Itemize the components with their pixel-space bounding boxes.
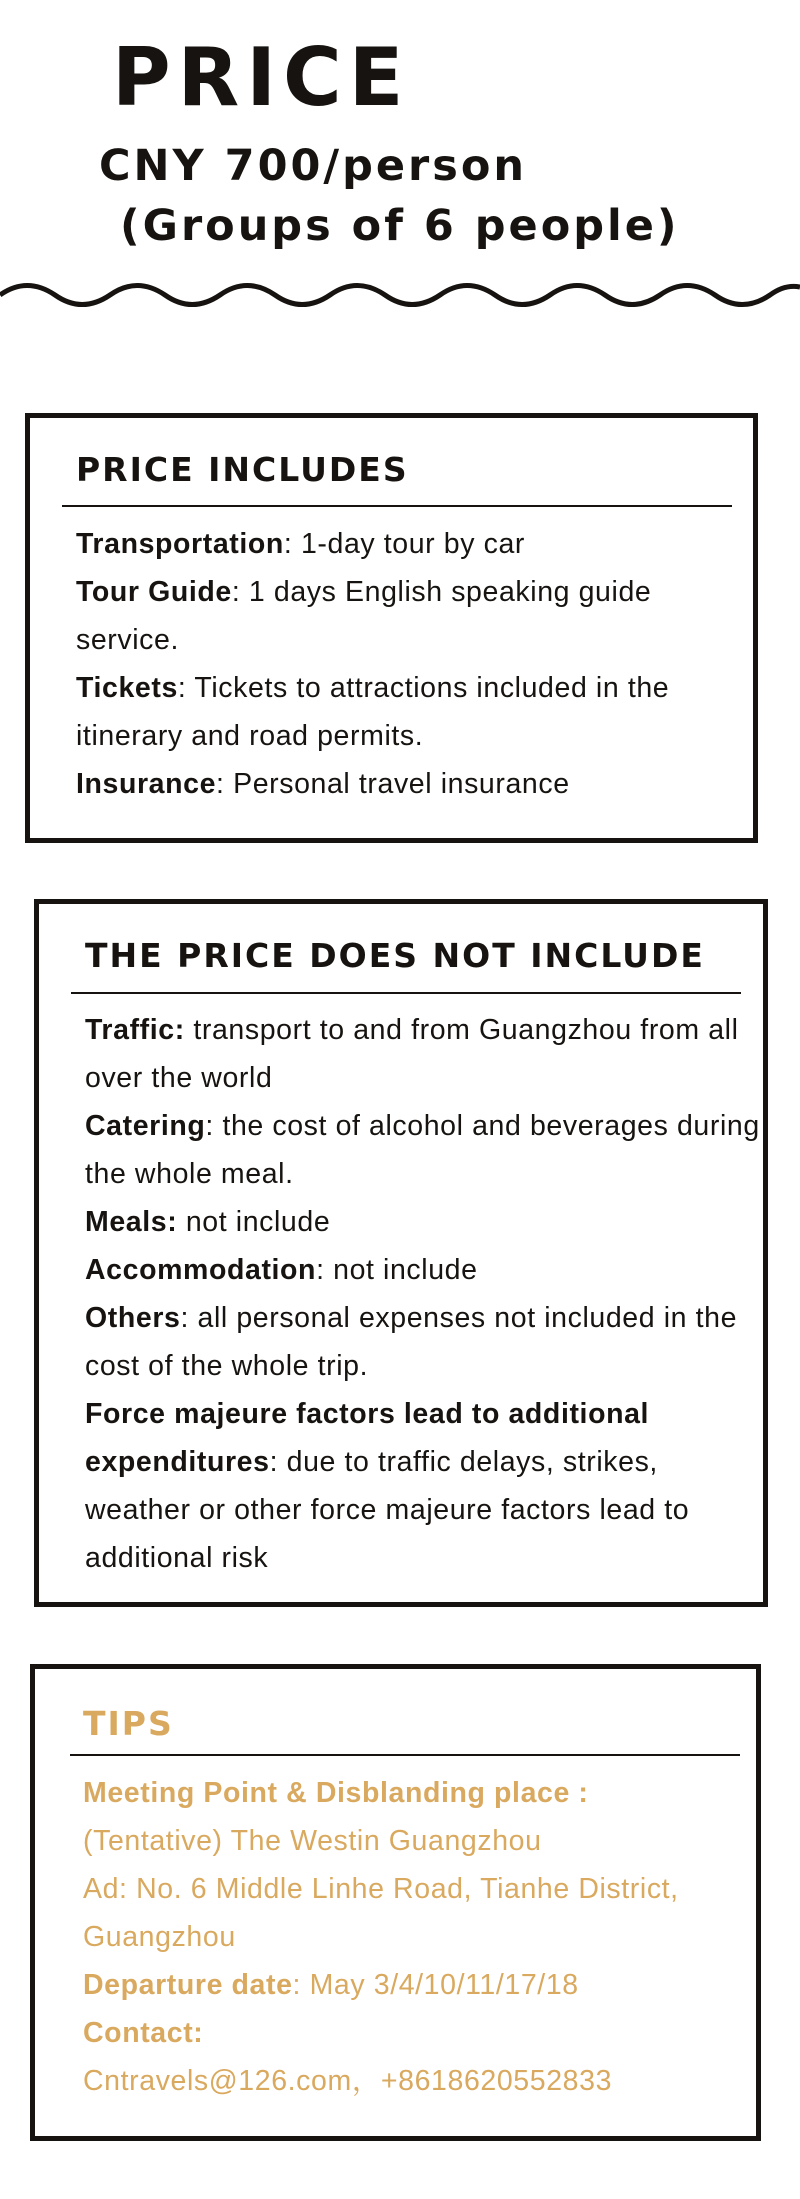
item-text: : not include [316,1254,478,1286]
item-text: : Personal travel insurance [216,768,570,800]
price-title: PRICE [112,31,411,124]
contact-value: Cntravels@126.com，+8618620552833 [83,2065,613,2097]
price-per-person: CNY 700/person [99,141,528,191]
item-text: : the cost of alcohol and beverages during the whole meal. [85,1110,760,1190]
item-text: : due to traffic delays, strikes, weather or other force majeure factors lead to additional risk [85,1446,690,1574]
meeting-label-text: Meeting Point & Disblanding place : [83,1777,589,1809]
list-item [85,1198,765,1246]
item-label: Insurance [76,768,217,800]
departure-value: : May 3/4/10/11/17/18 [292,1969,579,2001]
divider [62,505,732,507]
price-includes-box [25,413,758,843]
item-text: transport to and from Guangzhou from all over the world [85,1014,739,1094]
item-label: Tickets [76,672,178,704]
meeting-address: Ad: No. 6 Middle Linhe Road, Tianhe District, Guangzhou [83,1873,679,1953]
divider [70,1754,740,1756]
departure-label: Departure date [83,1969,293,2001]
list-item [76,664,756,760]
item-label: Tour Guide [76,576,232,608]
list-item [76,760,756,808]
price-excludes-box [34,899,768,1607]
group-size: (Groups of 6 people) [120,201,680,251]
list-item [85,1390,765,1582]
tips-list [83,1769,723,2105]
item-label: Accommodation [85,1254,317,1286]
price-includes-list [76,520,756,808]
list-item [76,568,756,664]
wave-divider [0,275,800,315]
item-label: Traffic: [85,1014,185,1046]
item-text: : all personal expenses not included in the cost of the whole trip. [85,1302,738,1382]
tips-title: TIPS [83,1704,174,1743]
item-label: Transportation [76,528,284,560]
list-item [85,1294,765,1390]
meeting-point-label [83,1769,723,1817]
price-excludes-title: THE PRICE DOES NOT INCLUDE [85,936,705,975]
departure-date [83,1961,723,2009]
list-item [76,520,756,568]
list-item [85,1246,765,1294]
item-text: : 1-day tour by car [283,528,526,560]
item-text: not include [177,1206,331,1238]
item-label: Others [85,1302,181,1334]
wave-line [0,286,800,305]
price-excludes-list [85,1006,765,1582]
item-label: Force majeure factors lead to additional expenditures [85,1398,650,1478]
divider [71,992,741,994]
meeting-place: (Tentative) The Westin Guangzhou [83,1825,542,1857]
item-text: : Tickets to attractions included in the itinerary and road permits. [76,672,670,752]
item-label: Meals: [85,1206,178,1238]
item-label: Catering [85,1110,206,1142]
tips-box [30,1664,761,2141]
list-item [85,1102,765,1198]
item-text: : 1 days English speaking guide service. [76,576,652,656]
contact-label-row [83,2009,723,2057]
list-item [85,1006,765,1102]
contact-label: Contact: [83,2017,204,2049]
price-includes-title: PRICE INCLUDES [76,450,409,489]
